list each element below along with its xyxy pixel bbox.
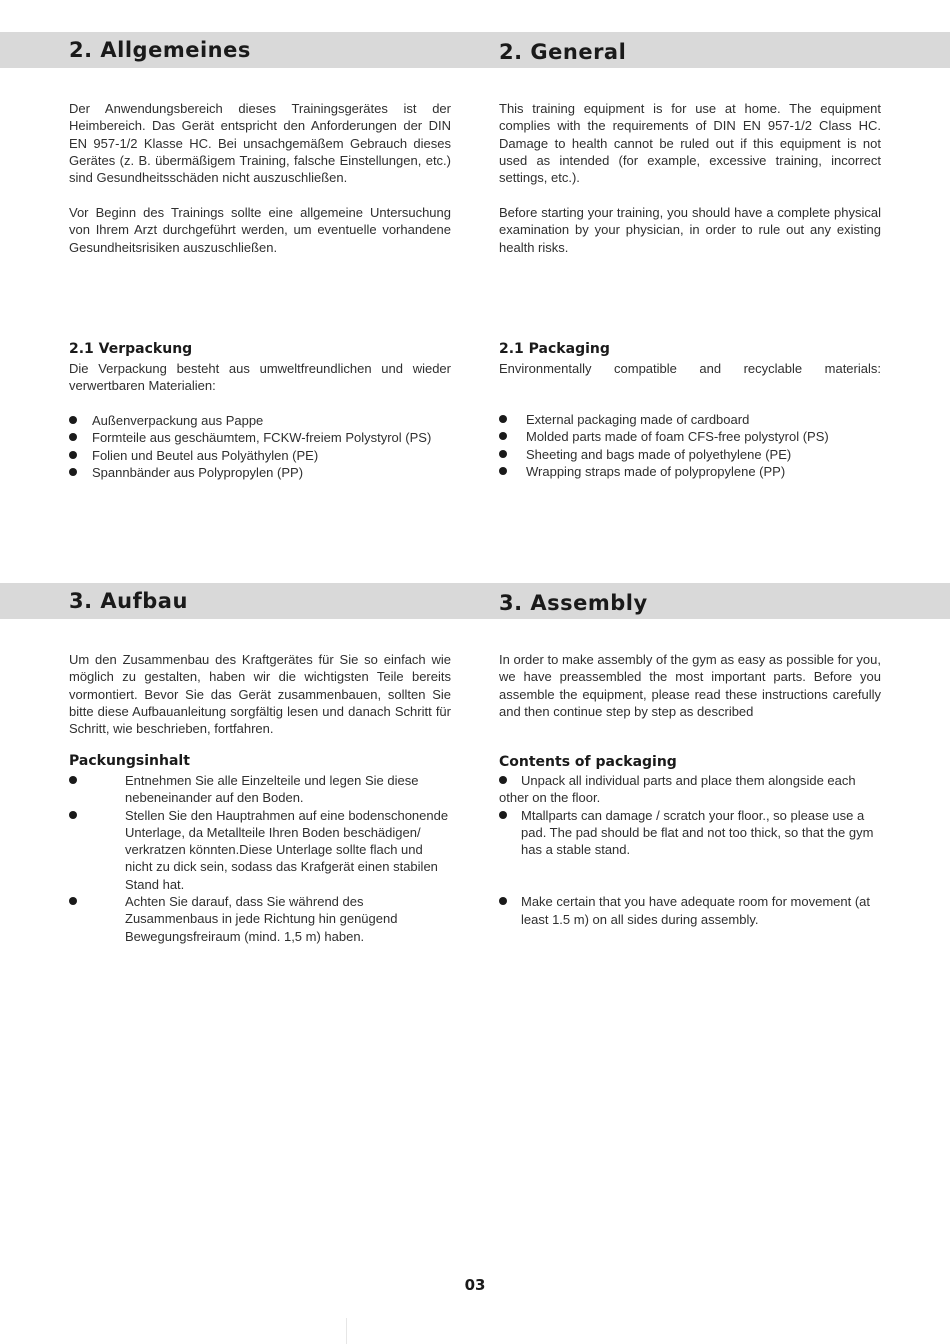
bullet-icon — [69, 451, 77, 459]
aufbau-paragraph: Um den Zusammenbau des Kraftgerätes für Sie so einfach wie möglich zu gestalten, haben wir die wichtigsten Teile bereits vormontiert. Bevor Sie das Gerät zusammenbauen, sollten Sie bitte diese Aufbauanleitung sorgfältig lesen und danach Schritt für Schritt, wie beschrieben, fortfahren. — [69, 652, 451, 737]
packaging-intro: Environmentally compatible and recyclable materials: — [499, 361, 881, 376]
verpackung-list — [69, 412, 451, 481]
heading-verpackung: 2.1 Verpackung — [69, 341, 193, 357]
bullet-icon — [69, 776, 77, 784]
list-item: Sheeting and bags made of polyethylene (PE) — [499, 446, 881, 463]
bullet-icon — [499, 432, 507, 440]
heading-general: 2. General — [499, 40, 627, 64]
heading-assembly: 3. Assembly — [499, 591, 648, 615]
bullet-icon — [499, 776, 507, 784]
crop-mark — [346, 1318, 347, 1344]
list-item: Formteile aus geschäumtem, FCKW-freiem Polystyrol (PS) — [69, 429, 451, 446]
list-item: Entnehmen Sie alle Einzelteile und legen Sie diese nebeneinander auf den Boden. — [69, 772, 451, 807]
list-item: Außenverpackung aus Pappe — [69, 412, 451, 429]
heading-packaging: 2.1 Packaging — [499, 341, 610, 357]
allgemeines-paragraph-1: Der Anwendungsbereich dieses Trainingsgerätes ist der Heimbereich. Das Gerät entspricht den Anforderungen der DIN EN 957-1/2 Klasse HC. Bei unsachgemäßem Gebrauch dieses Gerätes (z. B. übermäßigem Training, falsche Einstellungen, etc.) sind Gesundheitsschäden nicht auszuschließen. — [69, 101, 451, 186]
list-item: Make certain that you have adequate room for movement (at least 1.5 m) on all sides during assembly. — [499, 893, 881, 928]
list-item: Wrapping straps made of polypropylene (PP) — [499, 463, 881, 480]
general-paragraph-2: Before starting your training, you should have a complete physical examination by your physician, in order to rule out any existing health risks. — [499, 205, 881, 255]
list-spacer — [499, 858, 881, 893]
bullet-icon — [69, 897, 77, 905]
list-item: Spannbänder aus Polypropylen (PP) — [69, 464, 451, 481]
packungsinhalt-list — [69, 772, 451, 945]
page-number: 03 — [464, 1276, 486, 1294]
heading-aufbau: 3. Aufbau — [69, 589, 188, 613]
assembly-paragraph: In order to make assembly of the gym as easy as possible for you, we have preassembled the most important parts. Before you assemble the equipment, please read these instructions carefully and then continue step by step as described — [499, 652, 881, 719]
bullet-icon — [499, 897, 507, 905]
bullet-icon — [69, 433, 77, 441]
list-item: Achten Sie darauf, dass Sie während des Zusammenbaus in jede Richtung hin genügend Bewegungsfreiraum (mind. 1,5 m) haben. — [69, 893, 451, 945]
bullet-icon — [69, 468, 77, 476]
contents-of-packaging-list — [499, 772, 881, 928]
verpackung-intro: Die Verpackung besteht aus umweltfreundlichen und wieder verwertbaren Materialien: — [69, 361, 451, 394]
list-item: External packaging made of cardboard — [499, 411, 881, 428]
list-item: Folien und Beutel aus Polyäthylen (PE) — [69, 447, 451, 464]
bullet-icon — [499, 415, 507, 423]
bullet-icon — [499, 811, 507, 819]
packaging-list — [499, 411, 881, 480]
bullet-icon — [69, 811, 77, 819]
list-item: Unpack all individual parts and place them alongside each other on the floor. — [499, 773, 856, 806]
heading-allgemeines: 2. Allgemeines — [69, 38, 251, 62]
list-item: Stellen Sie den Hauptrahmen auf eine bodenschonende Unterlage, da Metallteile Ihren Boden beschädigen/ verkratzen könnten.Diese Unterlage sollte flach und nicht zu dick sein, sodass das Krafgerät einen stabilen Stand hat. — [69, 807, 451, 893]
list-item: Molded parts made of foam CFS-free polystyrol (PS) — [499, 428, 881, 445]
bullet-icon — [69, 416, 77, 424]
heading-packungsinhalt: Packungsinhalt — [69, 753, 190, 769]
bullet-icon — [499, 450, 507, 458]
allgemeines-paragraph-2: Vor Beginn des Trainings sollte eine allgemeine Untersuchung von Ihrem Arzt durchgeführt werden, um eventuelle vorhandene Gesundheitsrisiken auszuschließen. — [69, 205, 451, 255]
list-item: Mtallparts can damage / scratch your floor., so please use a pad. The pad should be flat and not too thick, so that the gym has a stable stand. — [499, 807, 881, 859]
heading-contents-of-packaging: Contents of packaging — [499, 754, 677, 770]
bullet-icon — [499, 467, 507, 475]
general-paragraph-1: This training equipment is for use at home. The equipment complies with the requirements of DIN EN 957-1/2 Class HC. Damage to health cannot be ruled out if this equipment is not used as intended (for example, excessive training, incorrect settings, etc.). — [499, 101, 881, 186]
